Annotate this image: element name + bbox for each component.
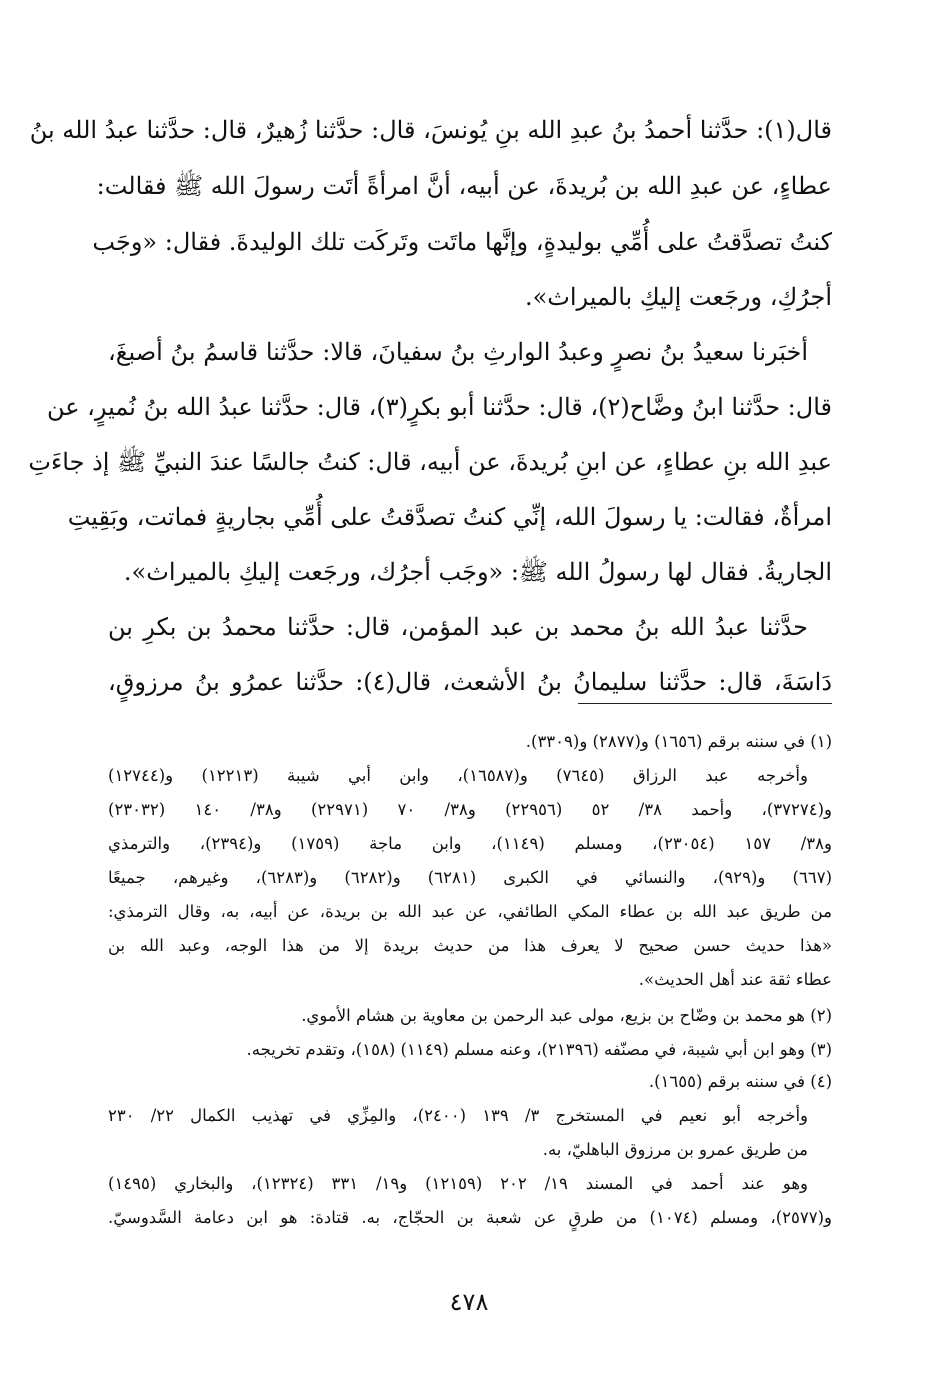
footnote-line: (٢) هو محمد بن وضّاح بن بزيع، مولى عبد الرحمن بن معاوية بن هشام الأموي. <box>301 1006 832 1025</box>
text-line: دَاسَةَ، قال: حدَّثنا سليمانُ بنُ الأشعث، قال(٤): حدَّثنا عمرُو بنُ مرزوقٍ، <box>108 668 832 696</box>
footnote-line: و٣٨/ ١٥٧ (٢٣٠٥٤)، ومسلم (١١٤٩)، وابن ماجة (١٧٥٩) و(٢٣٩٤)، والترمذي <box>108 834 832 853</box>
footnote-line: وأخرجه أبو نعيم في المستخرج ٣/ ١٣٩ (٢٤٠٠)، والمِزِّي في تهذيب الكمال ٢٢/ ٢٣٠ <box>108 1106 809 1125</box>
text-line: عطاءٍ، عن عبدِ الله بن بُريدةَ، عن أبيه، أنَّ امرأةً أتَت رسولَ الله ﷺ فقالت: <box>96 172 832 200</box>
text-line: أخبَرنا سعيدُ بنُ نصرٍ وعبدُ الوارثِ بنُ سفيانَ، قالا: حدَّثنا قاسمُ بنُ أصبغَ، <box>108 338 808 366</box>
footnote-line: و(٢٥٧٧)، ومسلم (١٠٧٤) من طرقٍ عن شعبة بن الحجّاج، به. قتادة: هو ابن دعامة السَّدوسيّ. <box>108 1208 832 1227</box>
footnote-line: عطاء ثقة عند أهل الحديث». <box>638 970 832 989</box>
text-line: قال: حدَّثنا ابنُ وضَّاح(٢)، قال: حدَّثنا أبو بكرٍ(٣)، قال: حدَّثنا عبدُ الله بنُ نُميرٍ، عن <box>46 393 832 421</box>
text-line: امرأةٌ، فقالت: يا رسولَ الله، إنِّي كنتُ تصدَّقتُ على أُمِّي بجاريةٍ فماتت، وبَقِيتِ <box>67 503 832 531</box>
text-line: قال(١): حدَّثنا أحمدُ بنُ عبدِ الله بنِ يُونسَ، قال: حدَّثنا زُهيرٌ، قال: حدَّثنا عبدُ الله بنُ <box>29 116 832 144</box>
text-line: الجاريةُ. فقال لها رسولُ الله ﷺ: «وجَب أجرُك، ورجَعت إليكِ بالميراث». <box>123 558 832 586</box>
footnote-line: (٦٦٧) و(٩٢٩)، والنسائي في الكبرى (٦٢٨١) و(٦٢٨٢) و(٦٢٨٣)، وغيرهم، جميعًا <box>108 868 832 887</box>
footnote-line: «هذا حديث حسن صحيح لا يعرف هذا من حديث بريدة إلا من هذا الوجه، وعبد الله بن <box>108 936 832 955</box>
footnote-line: و(٣٧٢٧٤)، وأحمد ٣٨/ ٥٢ (٢٢٩٥٦) و٣٨/ ٧٠ (٢٢٩٧١) و٣٨/ ١٤٠ (٢٣٠٣٢) <box>108 800 832 819</box>
text-line: حدَّثنا عبدُ الله بنُ محمد بن عبد المؤمن، قال: حدَّثنا محمدُ بن بكرِ بن <box>108 613 808 641</box>
text-line: عبدِ الله بنِ عطاءٍ، عن ابنِ بُريدةَ، عن أبيه، قال: كنتُ جالسًا عندَ النبيِّ ﷺ إذ جاءَتِ <box>28 448 832 476</box>
footnote-line: (٤) في سننه برقم (١٦٥٥). <box>648 1072 832 1091</box>
footnote-separator <box>578 703 832 704</box>
footnote-line: وهو عند أحمد في المسند ١٩/ ٢٠٢ (١٢١٥٩) و١٩/ ٣٣١ (١٢٣٢٤)، والبخاري (١٤٩٥) <box>108 1174 808 1193</box>
footnote-line: من طريق عمرو بن مرزوق الباهليّ، به. <box>542 1140 808 1159</box>
footnote-line: (١) في سننه برقم (١٦٥٦) و(٢٨٧٧) و(٣٣٠٩). <box>525 732 832 751</box>
text-line: أجرُكِ، ورجَعت إليكِ بالميراث». <box>524 283 832 311</box>
footnote-line: من طريق عبد الله بن عطاء المكي الطائفي، عن عبد الله بن بريدة، عن أبيه، به، وقال الترمذي: <box>108 902 832 921</box>
footnote-line: (٣) وهو ابن أبي شيبة، في مصنّفه (٢١٣٩٦)، وعنه مسلم (١١٤٩) (١٥٨)، وتقدم تخريجه. <box>246 1040 832 1059</box>
footnote-line: وأخرجه عبد الرزاق (٧٦٤٥) و(١٦٥٨٧)، وابن أبي شيبة (١٢٢١٣) و(١٢٧٤٤) <box>108 766 808 785</box>
text-line: كنتُ تصدَّقتُ على أُمِّي بوليدةٍ، وإنَّها ماتَت وتَركَت تلك الوليدةَ. فقال: «وجَب <box>92 228 832 256</box>
page-number: ٤٧٨ <box>449 1288 489 1316</box>
